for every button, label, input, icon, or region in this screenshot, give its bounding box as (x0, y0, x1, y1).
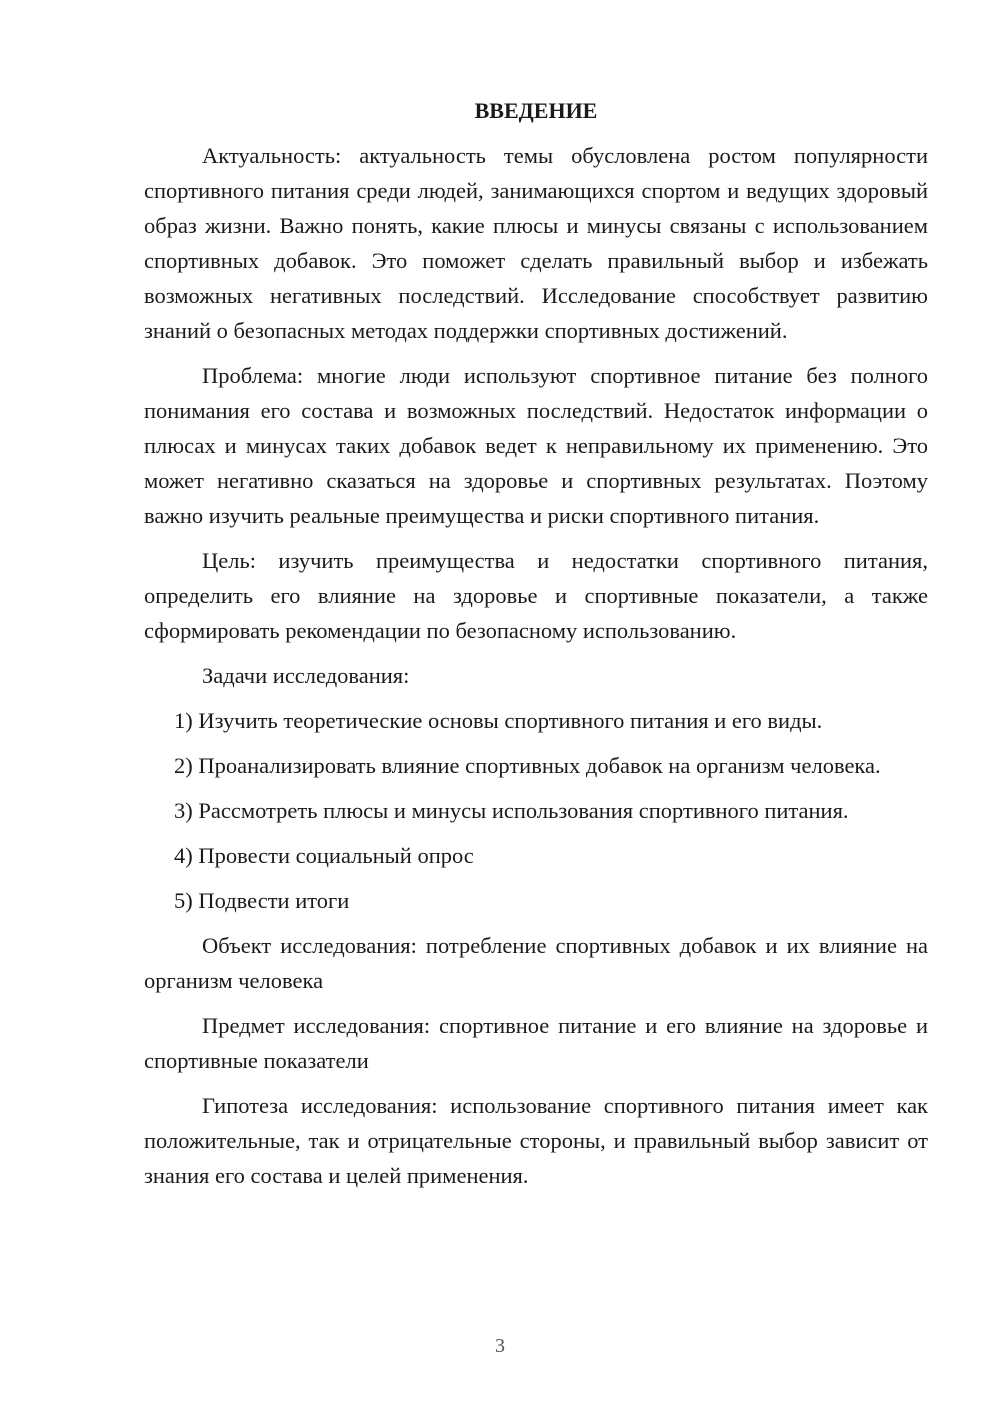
task-item-1: 1) Изучить теоретические основы спортивного питания и его виды. (174, 708, 823, 733)
object-paragraph: Объект исследования: потребление спортивных добавок и их влияние на организм человека (144, 933, 928, 993)
task-item-3: 3) Рассмотреть плюсы и минусы использования спортивного питания. (174, 798, 849, 823)
relevance-paragraph: Актуальность: актуальность темы обусловлена ростом популярности спортивного питания среди людей, занимающихся спортом и ведущих здоровый образ жизни. Важно понять, какие плюсы и минусы связаны с использованием спортивных добавок. Это поможет сделать правильный выбор и избежать возможных негативных последствий. Исследование способствует развитию знаний о безопасных методах поддержки спортивных достижений. (144, 143, 928, 343)
document-page (144, 94, 928, 1193)
goal-paragraph: Цель: изучить преимущества и недостатки спортивного питания, определить его влияние на здоровье и спортивные показатели, а также сформировать рекомендации по безопасному использованию. (144, 548, 928, 643)
section-title: ВВЕДЕНИЕ (474, 98, 598, 123)
tasks-heading: Задачи исследования: (202, 663, 410, 688)
task-item-4: 4) Провести социальный опрос (174, 843, 474, 868)
task-item-2: 2) Проанализировать влияние спортивных добавок на организм человека. (174, 753, 881, 778)
subject-paragraph: Предмет исследования: спортивное питание и его влияние на здоровье и спортивные показатели (144, 1013, 928, 1073)
problem-paragraph: Проблема: многие люди используют спортивное питание без полного понимания его состава и возможных последствий. Недостаток информации о плюсах и минусах таких добавок ведет к неправильному их применению. Это может негативно сказаться на здоровье и спортивных результатах. Поэтому важно изучить реальные преимущества и риски спортивного питания. (144, 363, 928, 528)
task-item-5: 5) Подвести итоги (174, 888, 350, 913)
hypothesis-paragraph: Гипотеза исследования: использование спортивного питания имеет как положительные, так и отрицательные стороны, и правильный выбор зависит от знания его состава и целей применения. (144, 1093, 928, 1188)
page-number: 3 (495, 1335, 505, 1357)
